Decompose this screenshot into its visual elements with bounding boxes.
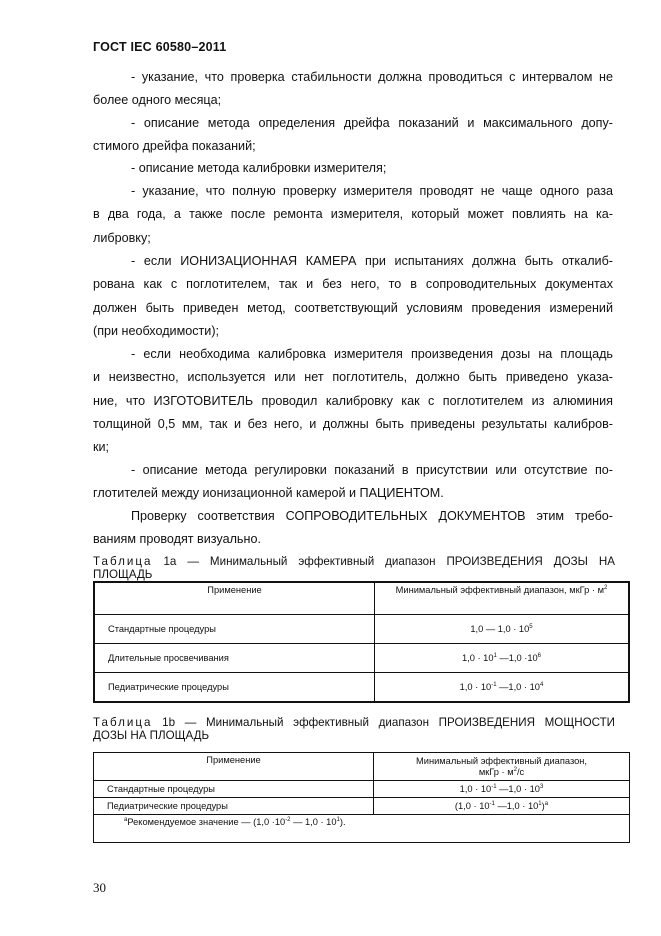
- table1-col1-header: Применение: [94, 582, 375, 614]
- paragraph-line: - описание метода калибровки измерителя;: [131, 161, 387, 175]
- paragraph: [93, 112, 613, 159]
- paragraph-line: в два года, а также после ремонта измерителя, который может повлиять на ка-: [93, 207, 613, 222]
- table1-row1-name: Стандартные процедуры: [94, 614, 375, 643]
- paragraph-line: ваниям проводят визуально.: [93, 532, 261, 547]
- page-number: 30: [93, 880, 106, 895]
- paragraph-line: глотителей между ионизационной камерой и ПАЦИЕНТОМ.: [93, 486, 444, 501]
- paragraph: [93, 180, 613, 250]
- table1-row3-name: Педиатрические процедуры: [94, 672, 375, 702]
- table2-caption-text: 1b — Минимальный эффективный диапазон ПРОИЗВЕДЕНИЯ МОЩНОСТИ: [152, 716, 615, 729]
- table2-col2-header: Минимальный эффективный диапазон, мкГр · $м^2/с$: [374, 753, 630, 781]
- paragraph-line: - указание, что проверка стабильности должна проводиться с интервалом не: [131, 70, 613, 84]
- paragraph-line: либровку;: [93, 230, 151, 245]
- table1-caption-line2: ПЛОЩАДЬ: [93, 568, 153, 581]
- paragraph-line: и неизвестно, используется или нет поглотитель, должно быть приведено указа-: [93, 370, 613, 385]
- paragraph-line: стимого дрейфа показаний;: [93, 139, 256, 154]
- table1-caption-text: 1а — Минимальный эффективный диапазон ПРОИЗВЕДЕНИЯ ДОЗЫ НА: [152, 555, 615, 568]
- paragraph-line: ки;: [93, 440, 110, 455]
- table1-row2-value: $1,0 \cdot 10^1$ —1,0 $\cdot 10^6$: [375, 643, 630, 672]
- paragraph-line: толщиной 0,5 мм, так и без него, и должны быть приведены результаты калибров-: [93, 416, 613, 431]
- table-row: [94, 672, 629, 702]
- table-row: [94, 781, 630, 798]
- paragraph-line: должен быть приведен метод, соответствующий условиям проведения измерений: [93, 300, 613, 315]
- table2-header-row: [94, 753, 630, 781]
- paragraph-line: (при необходимости);: [93, 323, 220, 338]
- table1-header-row: [94, 582, 629, 614]
- paragraph-line: более одного месяца;: [93, 93, 222, 108]
- table1-row2-name: Длительные просвечивания: [94, 643, 375, 672]
- paragraph-line: - если ИОНИЗАЦИОННАЯ КАМЕРА при испытаниях должна быть откалиб-: [131, 254, 613, 268]
- table2-row2-name: Педиатрические процедуры: [94, 798, 374, 815]
- paragraph-line: - указание, что полную проверку измерителя проводят не чаще одного раза: [131, 184, 613, 198]
- table2-row2-value: ($1,0 \cdot 10^{-1}$ —1,0 · $10^1)^а$: [374, 798, 630, 815]
- table2-caption: [93, 716, 615, 742]
- paragraph: [93, 157, 613, 180]
- table1: [93, 581, 630, 703]
- table2-row1-value: $1,0 \cdot 10^{-1}$ —1,0 · $10^3$: [374, 781, 630, 798]
- paragraph-line: - описание метода регулировки показаний в присутствии или отсутствие по-: [131, 463, 613, 477]
- table2-caption-line2: ДОЗЫ НА ПЛОЩАДЬ: [93, 729, 210, 742]
- table-row: [94, 643, 629, 672]
- table2: [93, 752, 630, 843]
- table2-col1-header: Применение: [94, 753, 374, 781]
- table2-footnote-row: [94, 815, 630, 843]
- table1-col2-header: Минимальный эффективный диапазон, мкГр · $м^2$: [375, 582, 630, 614]
- paragraph: [93, 343, 613, 459]
- paragraph-line: - если необходима калибровка измерителя произведения дозы на площадь: [131, 347, 613, 361]
- table-row: [94, 614, 629, 643]
- table2-row1-name: Стандартные процедуры: [94, 781, 374, 798]
- table1-row1-value: 1,0 — $1,0 \cdot 10^5$: [375, 614, 630, 643]
- document-header: ГОСТ IEC 60580–2011: [93, 40, 227, 54]
- table1-caption: [93, 555, 615, 581]
- table2-footnote: $^а$Рекомендуемое значение — ($1,0 \cdot 10^{-2}$ — $1,0 \cdot 10^1$).: [94, 815, 630, 843]
- paragraph: [93, 459, 613, 506]
- paragraph-line: - описание метода определения дрейфа показаний и максимального допу-: [131, 116, 613, 130]
- table-row: [94, 798, 630, 815]
- paragraph: [93, 66, 613, 113]
- paragraph-line: Проверку соответствия СОПРОВОДИТЕЛЬНЫХ ДОКУМЕНТОВ этим требо-: [131, 509, 613, 523]
- table1-row3-value: $1,0 \cdot 10^{-1}$ —1,0 · $10^4$: [375, 672, 630, 702]
- table1-caption-label: Таблица: [93, 555, 153, 568]
- paragraph-line: рована как с поглотителем, так и без него, то в сопроводительных документах: [93, 277, 613, 292]
- paragraph: [93, 250, 613, 343]
- paragraph: [93, 505, 613, 552]
- paragraph-line: ние, что ИЗГОТОВИТЕЛЬ проводил калибровку как с поглотителем из алюминия: [93, 393, 613, 408]
- table2-caption-label: Таблица: [93, 716, 153, 729]
